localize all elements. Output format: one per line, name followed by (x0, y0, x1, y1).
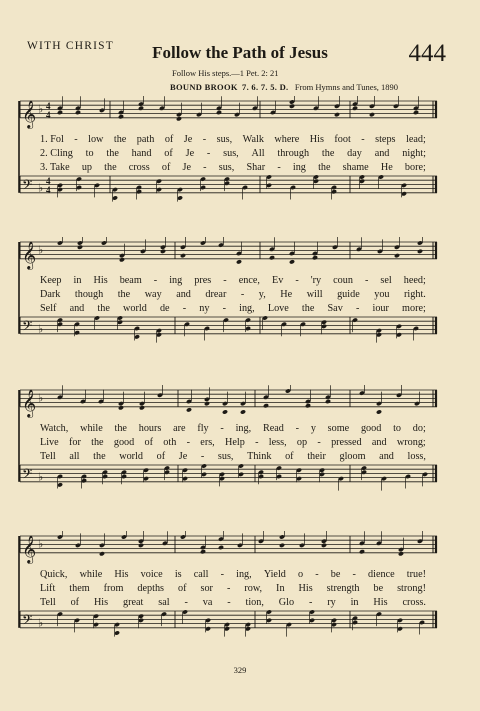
page-number: 329 (233, 665, 247, 675)
treble-clef: 𝄞 (22, 99, 37, 128)
note-head (118, 114, 124, 119)
lyric-syllable: Je (178, 451, 188, 462)
lyric-syllable: great (122, 597, 144, 608)
lyric-syllable: the (318, 162, 331, 173)
lyric-syllable: - (227, 597, 231, 608)
lyric-syllable: - (295, 275, 299, 286)
lyric-syllable: be (373, 583, 384, 594)
lyric-syllable: of (161, 162, 171, 173)
lyric-syllable: day (347, 148, 362, 159)
note-head (119, 257, 125, 262)
lyric-syllable: - (295, 423, 300, 434)
lyric-syllable: beam (119, 275, 142, 286)
lyric-syllable: less, (268, 437, 287, 448)
lyric-syllable: Live (40, 437, 59, 448)
lyric-syllable: while (79, 569, 103, 580)
tune-name: BOUND BROOK (170, 82, 238, 92)
lyric-syllable: Je (182, 162, 192, 173)
lyric-syllable: sus, (223, 148, 239, 159)
treble-clef: 𝄞 (22, 388, 37, 417)
hymn-number: 444 (408, 40, 446, 67)
lyric-syllable: the (301, 303, 315, 314)
lyric-syllable: tion, (245, 597, 264, 608)
lyric-syllable: Yield (263, 569, 286, 580)
time-signature-top: 4 (46, 175, 51, 186)
lyric-syllable: ing, (239, 303, 255, 314)
lyric-syllable: the (91, 437, 104, 448)
lyric-syllable: lead; (405, 134, 426, 145)
lyric-syllable: He (380, 162, 393, 173)
note-head (394, 253, 400, 258)
lyric-syllable: sus, (216, 134, 233, 145)
note-head (321, 543, 327, 548)
lyric-syllable: bore; (404, 162, 426, 173)
lyric-syllable: 1. Fol (40, 134, 64, 145)
lyric-syllable: night; (402, 148, 426, 159)
lyric-syllable: good (113, 437, 135, 448)
lyric-syllable: and (176, 289, 191, 300)
lyric-syllable: Love (267, 303, 289, 314)
note-head (57, 110, 63, 115)
lyric-syllable: the (114, 423, 127, 434)
lyric-syllable: Je (183, 134, 193, 145)
lyric-syllable: more; (402, 303, 426, 314)
lyric-syllable: Think (247, 451, 272, 462)
time-signature-top: 4 (46, 100, 51, 111)
lyric-syllable: dience (368, 569, 395, 580)
lyric-syllable: Shar (246, 162, 266, 173)
lyric-syllable: - (222, 303, 226, 314)
lyric-syllable: loss, (407, 451, 426, 462)
lyric-syllable: depths (137, 583, 165, 594)
lyric-syllable: while (80, 423, 103, 434)
lyric-line-verse-2 (40, 437, 426, 448)
lyric-syllable: cross (128, 162, 150, 173)
lyric-syllable: of (144, 437, 154, 448)
lyric-syllable: Sav (327, 303, 343, 314)
lyric-syllable: - (361, 134, 365, 145)
lyric-syllable: to (85, 148, 94, 159)
time-signature-bottom: 4 (46, 109, 51, 120)
lyric-syllable: the (321, 148, 335, 159)
lyric-syllable: pres (194, 275, 212, 286)
lyric-syllable: - (352, 569, 356, 580)
lyric-syllable: Lift (40, 583, 56, 594)
flat-sign: ♭ (38, 537, 44, 551)
lyric-syllable: their (307, 451, 326, 462)
lyric-syllable: Help (225, 437, 245, 448)
lyric-line-verse-3 (40, 162, 426, 173)
lyric-syllable: ing (169, 275, 183, 286)
lyric-syllable: gloom (339, 451, 366, 462)
note-head (216, 110, 222, 115)
lyric-syllable: va (202, 597, 213, 608)
lyric-syllable: of (285, 451, 294, 462)
lyric-syllable: all (69, 451, 80, 462)
lyric-syllable: the (104, 162, 117, 173)
lyric-syllable: strong! (397, 583, 426, 594)
lyric-syllable: for (68, 437, 81, 448)
lyric-syllable: y (310, 423, 316, 434)
note-head (99, 551, 105, 556)
lyric-syllable: His (298, 583, 313, 594)
lyric-syllable: - (74, 134, 78, 145)
lyric-syllable: hours (138, 423, 162, 434)
lyric-syllable: His (309, 134, 324, 145)
lyric-syllable: steps (375, 134, 396, 145)
scripture-reference: Follow His steps.—1 Pet. 2: 21 (172, 68, 279, 78)
lyric-syllable: ing (292, 162, 306, 173)
lyric-syllable: His (93, 275, 108, 286)
lyric-syllable: fly (197, 423, 209, 434)
lyric-syllable: do; (412, 423, 426, 434)
lyric-syllable: way (144, 289, 162, 300)
lyric-syllable: ing, (235, 423, 252, 434)
note-head (240, 409, 246, 414)
lyric-syllable: row, (244, 583, 263, 594)
lyric-syllable: strength (326, 583, 360, 594)
note-head (263, 403, 269, 408)
note-head (218, 545, 224, 550)
lyric-syllable: - (308, 597, 313, 608)
lyric-syllable: of (156, 451, 166, 462)
lyric-syllable: some (327, 423, 350, 434)
lyric-syllable: be (330, 569, 341, 580)
lyric-syllable: His (93, 597, 109, 608)
lyric-syllable: of (70, 597, 80, 608)
note-head (352, 106, 358, 111)
music-system-2 (0, 237, 480, 357)
note-head (359, 549, 365, 554)
lyric-syllable: Ev (271, 275, 284, 286)
note-head (398, 551, 404, 556)
lyric-syllable: hand (131, 148, 152, 159)
lyric-syllable: in (350, 597, 359, 608)
lyric-syllable: ry (327, 597, 336, 608)
note-head (369, 112, 375, 117)
lyric-syllable: the (97, 303, 110, 314)
note-head (325, 399, 331, 404)
tune-source: From Hymns and Tunes, 1890 (294, 82, 399, 92)
lyric-syllable: up (81, 162, 92, 173)
lyric-syllable: sus, (217, 451, 234, 462)
lyric-syllable: sel (380, 275, 392, 286)
lyric-syllable: the (117, 289, 131, 300)
lyric-syllable: sus, (218, 162, 235, 173)
lyric-syllable: Tell (40, 597, 56, 608)
lyric-syllable: Tell (40, 451, 56, 462)
note-head (289, 259, 295, 264)
time-signature-bottom: 4 (46, 184, 51, 195)
music-system-1 (0, 96, 480, 216)
lyric-syllable: through (277, 148, 310, 159)
lyric-syllable: sal (158, 597, 170, 608)
lyric-syllable: from (103, 583, 124, 594)
lyric-line-verse-1 (40, 275, 426, 286)
lyric-syllable: - (277, 162, 281, 173)
lyric-syllable: and (379, 451, 394, 462)
flat-sign: ♭ (38, 616, 44, 630)
bass-clef: 𝄢 (22, 611, 33, 631)
lyric-syllable: op (296, 437, 308, 448)
note-head (312, 255, 318, 260)
lyric-syllable: - (355, 303, 360, 314)
lyric-syllable: Self (40, 303, 57, 314)
lyric-syllable: Read (262, 423, 284, 434)
lyric-syllable: ing, (236, 569, 252, 580)
lyric-syllable: you (374, 289, 390, 300)
note-head (305, 403, 311, 408)
lyric-line-verse-3 (40, 303, 426, 314)
tune-meter: 7. 6. 7. 5. D. (242, 82, 289, 92)
lyric-syllable: world (123, 303, 147, 314)
lyric-syllable: wrong; (396, 437, 426, 448)
lyric-line-verse-2 (40, 148, 426, 159)
section-label: WITH CHRIST (27, 40, 114, 52)
lyric-syllable: His (114, 569, 129, 580)
note-head (160, 249, 166, 254)
lyric-syllable: of (164, 134, 174, 145)
note-head (334, 112, 340, 117)
note-head (75, 110, 81, 115)
note-head (269, 255, 275, 260)
lyric-syllable: Glo (278, 597, 295, 608)
lyric-syllable: All (251, 148, 265, 159)
lyric-line-verse-1 (40, 134, 426, 145)
lyric-syllable: path (136, 134, 155, 145)
lyric-syllable: - (255, 437, 259, 448)
lyric-syllable: - (240, 289, 245, 300)
lyric-syllable: voice (140, 569, 163, 580)
lyric-syllable: of (178, 583, 187, 594)
bass-clef: 𝄢 (22, 176, 33, 196)
lyric-syllable: them (69, 583, 90, 594)
lyric-syllable: 3. Take (40, 162, 70, 173)
flat-sign: ♭ (38, 181, 44, 195)
lyric-syllable: - (184, 597, 188, 608)
lyric-syllable: - (220, 423, 224, 434)
lyric-syllable: true! (406, 569, 426, 580)
lyric-syllable: ence, (238, 275, 260, 286)
treble-clef: 𝄞 (22, 534, 37, 563)
note-head (200, 549, 206, 554)
lyric-line-verse-3 (40, 597, 426, 608)
lyric-syllable: ny (199, 303, 210, 314)
lyric-syllable: y, (258, 289, 266, 300)
lyric-syllable: though (74, 289, 104, 300)
lyric-syllable: drear (205, 289, 227, 300)
lyric-syllable: - (220, 569, 224, 580)
note-head (176, 116, 182, 121)
lyric-syllable: is (174, 569, 182, 580)
lyric-syllable: - (364, 275, 369, 286)
lyric-syllable: - (206, 148, 211, 159)
lyric-syllable: - (203, 162, 207, 173)
note-head (413, 110, 419, 115)
lyric-syllable: Watch, (40, 423, 69, 434)
flat-sign: ♭ (38, 243, 44, 257)
lyric-syllable: Walk (242, 134, 264, 145)
lyric-syllable: - (182, 303, 187, 314)
lyric-syllable: - (153, 275, 158, 286)
lyric-syllable: guide (337, 289, 360, 300)
lyric-syllable: coun (333, 275, 353, 286)
flat-sign: ♭ (38, 322, 44, 336)
note-head (118, 405, 124, 410)
lyric-syllable: where (274, 134, 300, 145)
note-head (236, 259, 242, 264)
lyric-syllable: - (200, 451, 205, 462)
lyric-line-verse-1 (40, 423, 426, 434)
lyric-line-verse-2 (40, 289, 426, 300)
note-head (139, 405, 145, 410)
lyric-syllable: cross. (402, 597, 426, 608)
lyric-line-verse-1 (40, 569, 426, 580)
lyric-syllable: - (186, 437, 191, 448)
lyric-syllable: and (374, 148, 390, 159)
flat-sign: ♭ (38, 470, 44, 484)
note-head (180, 253, 186, 258)
music-system-4 (0, 531, 480, 651)
note-head (376, 409, 382, 414)
lyric-syllable: will (306, 289, 323, 300)
lyric-syllable: He (280, 289, 293, 300)
lyric-syllable: foot (334, 134, 351, 145)
note-head (222, 409, 228, 414)
lyric-syllable: pressed (331, 437, 362, 448)
note-head (138, 106, 144, 111)
lyric-syllable: call (193, 569, 209, 580)
treble-clef: 𝄞 (22, 240, 37, 269)
note-head (186, 407, 192, 412)
note-head (138, 543, 144, 548)
lyric-syllable: shame (342, 162, 369, 173)
lyric-syllable: o (298, 569, 304, 580)
note-head (204, 401, 210, 406)
lyric-syllable: In (276, 583, 285, 594)
tune-info (170, 82, 398, 92)
lyric-syllable: 2. Cling (40, 148, 73, 159)
note-head (289, 104, 295, 109)
lyric-syllable: low (88, 134, 104, 145)
lyric-syllable: - (223, 275, 227, 286)
lyric-syllable: - (202, 134, 207, 145)
lyric-syllable: and (69, 303, 85, 314)
lyric-syllable: His (373, 597, 388, 608)
lyric-syllable: 'ry (310, 275, 322, 286)
flat-sign: ♭ (38, 391, 44, 405)
lyric-syllable: and (371, 437, 387, 448)
lyric-syllable: ers, (200, 437, 215, 448)
lyric-syllable: iour (372, 303, 389, 314)
lyric-syllable: de (159, 303, 170, 314)
note-head (77, 245, 83, 250)
bass-clef: 𝄢 (22, 317, 33, 337)
lyric-syllable: good (360, 423, 382, 434)
bass-clef: 𝄢 (22, 465, 33, 485)
lyric-syllable: - (315, 569, 319, 580)
hymn-title: Follow the Path of Jesus (152, 43, 328, 62)
lyric-syllable: Dark (40, 289, 61, 300)
music-system-3 (0, 385, 480, 505)
lyric-syllable: sor (200, 583, 213, 594)
note-head (279, 543, 285, 548)
lyric-syllable: - (317, 437, 321, 448)
lyric-syllable: oth (163, 437, 177, 448)
lyric-syllable: Je (185, 148, 195, 159)
flat-sign: ♭ (38, 102, 44, 116)
note-head (417, 249, 423, 254)
lyric-syllable: the (93, 451, 106, 462)
lyric-syllable: world (119, 451, 143, 462)
lyric-line-verse-3 (40, 451, 426, 462)
lyric-syllable: in (73, 275, 82, 286)
lyric-syllable: are (173, 423, 186, 434)
lyric-syllable: to (393, 423, 402, 434)
lyric-syllable: Quick, (40, 569, 68, 580)
lyric-syllable: right. (404, 289, 426, 300)
lyric-syllable: the (113, 134, 127, 145)
lyric-line-verse-2 (40, 583, 426, 594)
lyric-syllable: heed; (403, 275, 426, 286)
lyric-syllable: of (164, 148, 173, 159)
lyric-syllable: the (106, 148, 119, 159)
lyric-syllable: - (226, 583, 231, 594)
lyric-syllable: Keep (40, 275, 62, 286)
